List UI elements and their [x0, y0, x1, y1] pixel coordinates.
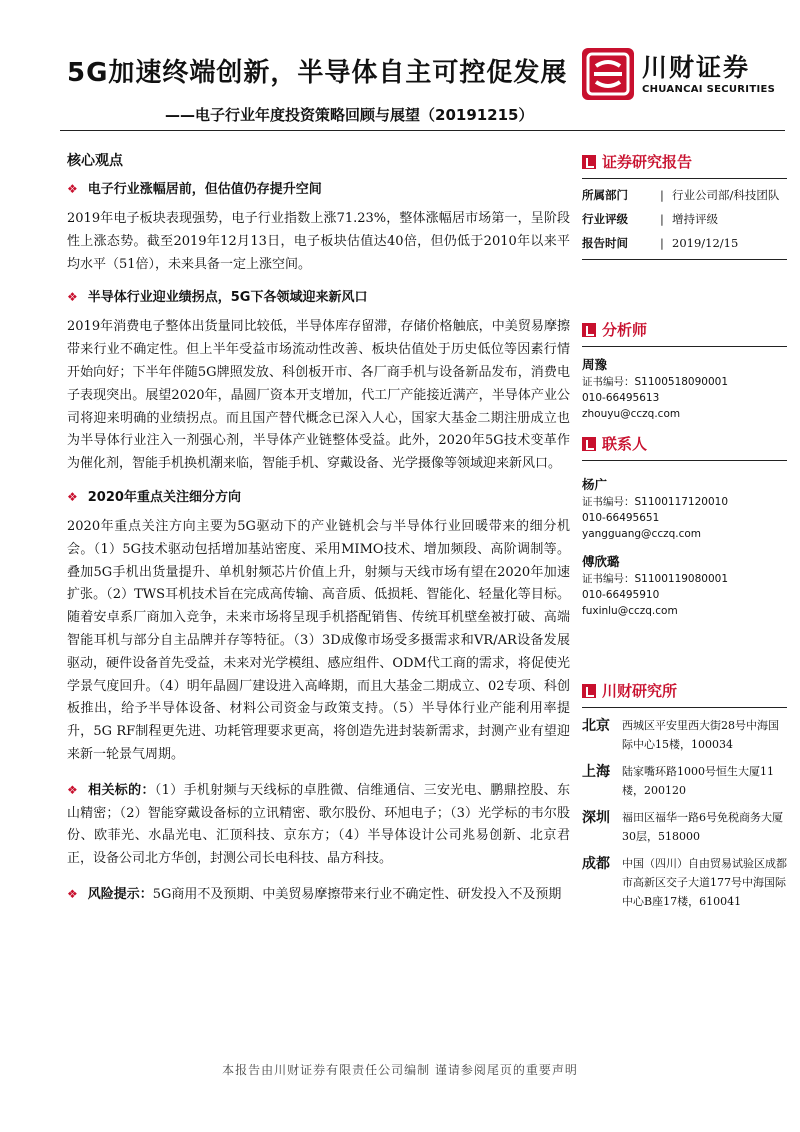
section-heading: ❖ 电子行业涨幅居前，但估值仍存提升空间 — [67, 182, 322, 197]
header-divider — [60, 130, 785, 131]
section-heading: ❖ 半导体行业迎业绩拐点，5G下各领域迎来新风口 — [67, 290, 368, 306]
core-views-heading: 核心观点 — [67, 153, 123, 169]
office-shenzhen: 深圳 福田区福华一路6号免税商务大厦30层，518000 — [582, 810, 783, 843]
office-chengdu: 成都 中国（四川）自由贸易试验区成都市高新区交子大道177号中海国际中心B座17楼，610041 — [582, 856, 787, 908]
section-body: 2019年电子板块表现强势，电子行业指数上涨71.23%，整体涨幅居市场第一，呈阶段性上涨态势。截至2019年12月13日，电子板块估值达40倍，但仍低于2010年以来平均水平（51倍），未来具备一定上涨空间。 — [67, 211, 570, 272]
related-targets-label: 相关标的： — [88, 782, 155, 798]
footer-disclaimer: 本报告由川财证券有限责任公司编制 谨请参阅尾页的重要声明 — [222, 1063, 578, 1077]
checkbox-square-icon — [582, 684, 596, 698]
contact-card: 杨广 证书编号：S1100117120010 010-66495651 yangguang@cczq.com — [582, 475, 787, 542]
main-content — [67, 150, 570, 919]
email-link[interactable]: zhouyu@cczq.com — [582, 408, 681, 420]
diamond-bullet-icon: ❖ — [67, 782, 79, 797]
diamond-bullet-icon: ❖ — [67, 290, 78, 305]
logo-name: 川财证券 — [642, 53, 751, 82]
contact-card: 傅欣璐 证书编号：S1100119080001 010-66495910 fuxinlu@cczq.com — [582, 552, 787, 619]
report-title: 5G加速终端创新，半导体自主可控促发展 — [67, 58, 568, 88]
email-link[interactable]: fuxinlu@cczq.com — [582, 605, 678, 617]
risk-warning-body: 5G商用不及预期、中美贸易摩擦带来行业不确定性、研发投入不及预期 — [152, 886, 562, 902]
section-body: 2020年重点关注方向主要为5G驱动下的产业链机会与半导体行业回暖带来的细分机会。（1）5G技术驱动包括增加基站密度、采用MIMO技术、增加频段、高阶调制等。叠加5G手机出货量提升、单机射频芯片价值上升，射频与天线市场有望在2020年加速扩张。（2）TWS耳机技术旨在完成高传输、高音质、低损耗、智能化、轻量化等目标。随着安卓系厂商加入竞争，未来市场将呈现手机搭配销售、传统耳机壁垒被打破、高端智能耳机与部分自主品牌并存等特征。（3）3D成像市场受多摄需求和VR/AR设备发展驱动，硬件设备首先受益，未来对光学模组、感应组件、ODM代工商的需求，将促使光学景气度回升。（4）明年晶圆厂建设进入高峰期，而且大基金二期成立、02专项、科创板推出，给予半导体设备、材料公司资金与政策支持。（5）半导体行业产能利用率提升，5G RF制程更先进、功耗管理要求更高，将创造先进封装新需求，封测产业有望迎来新一轮景气周期。 — [67, 518, 570, 762]
office-shanghai: 上海 陆家嘴环路1000号恒生大厦11楼，200120 — [582, 764, 774, 797]
company-logo — [582, 46, 782, 106]
logo-english-name: CHUANCAI SECURITIES — [642, 84, 776, 95]
sidebar-divider — [582, 259, 787, 260]
section-body: 2019年消费电子整体出货量同比较低，半导体库存留滞，存储价格触底，中美贸易摩擦带来行业不确定性。但上半年受益市场流动性改善、板块估值处于历史低位等因素行情开始向好；下半年伴随5G牌照发放、科创板开市、各厂商手机与设备新品发布，消费电子表现突出。展望2020年，晶圆厂资本开支增加，代工厂产能接近满产，半导体产业公司将迎来明确的业绩拐点。而且国产替代概念已深入人心，国家大基金二期注册成立也为半导体行业注入一剂强心剂，半导体产业链整体受益。此外，2020年5G技术变革作为催化剂，智能手机换机潮来临，智能手机、穿戴设备、光学摄像等领域迎来新风口。 — [67, 319, 570, 472]
info-row-rating: 行业评级 | 增持评级 — [582, 212, 718, 226]
diamond-bullet-icon: ❖ — [67, 886, 78, 901]
section-heading: ❖ 2020年重点关注细分方向 — [67, 489, 241, 505]
checkbox-square-icon — [582, 437, 596, 451]
risk-warning — [67, 883, 570, 907]
checkbox-square-icon — [582, 155, 596, 169]
risk-warning-label: 风险提示： — [87, 886, 153, 902]
analyst-heading: 分析师 — [582, 318, 787, 342]
email-link[interactable]: yangguang@cczq.com — [582, 528, 702, 540]
sidebar-divider — [582, 346, 787, 347]
sidebar-divider — [582, 178, 787, 179]
sidebar-divider — [582, 707, 787, 708]
checkbox-square-icon — [582, 323, 596, 337]
office-beijing: 北京 西城区平安里西大街28号中海国际中心15楼，100034 — [582, 718, 779, 751]
info-row-date: 报告时间 | 2019/12/15 — [582, 236, 739, 250]
sidebar — [582, 150, 787, 919]
report-type-heading: 证券研究报告 — [582, 150, 787, 174]
contact-heading: 联系人 — [582, 432, 787, 456]
institute-heading: 川财研究所 — [582, 679, 787, 703]
sidebar-divider — [582, 460, 787, 461]
related-targets-body: （1）手机射频与天线标的卓胜微、信维通信、三安光电、鹏鼎控股、东山精密；（2）智能穿戴设备标的立讯精密、歌尔股份、环旭电子；（3）光学标的韦尔股份、欧菲光、水晶光电、汇顶科技、京东方；（4）半导体设计公司兆易创新、北京君正，设备公司北方华创，封测公司长电科技、晶方科技。 — [67, 782, 570, 867]
analyst-card: 周豫 证书编号：S1100518090001 010-66495613 zhouyu@cczq.com — [582, 355, 787, 422]
report-subtitle: ——电子行业年度投资策略回顾与展望（20191215） — [165, 106, 534, 124]
info-row-department: 所属部门 | 行业公司部/科技团队 — [582, 188, 780, 202]
related-targets — [67, 779, 570, 871]
logo-emblem-icon — [582, 48, 634, 100]
diamond-bullet-icon: ❖ — [67, 182, 78, 196]
diamond-bullet-icon: ❖ — [67, 489, 78, 504]
